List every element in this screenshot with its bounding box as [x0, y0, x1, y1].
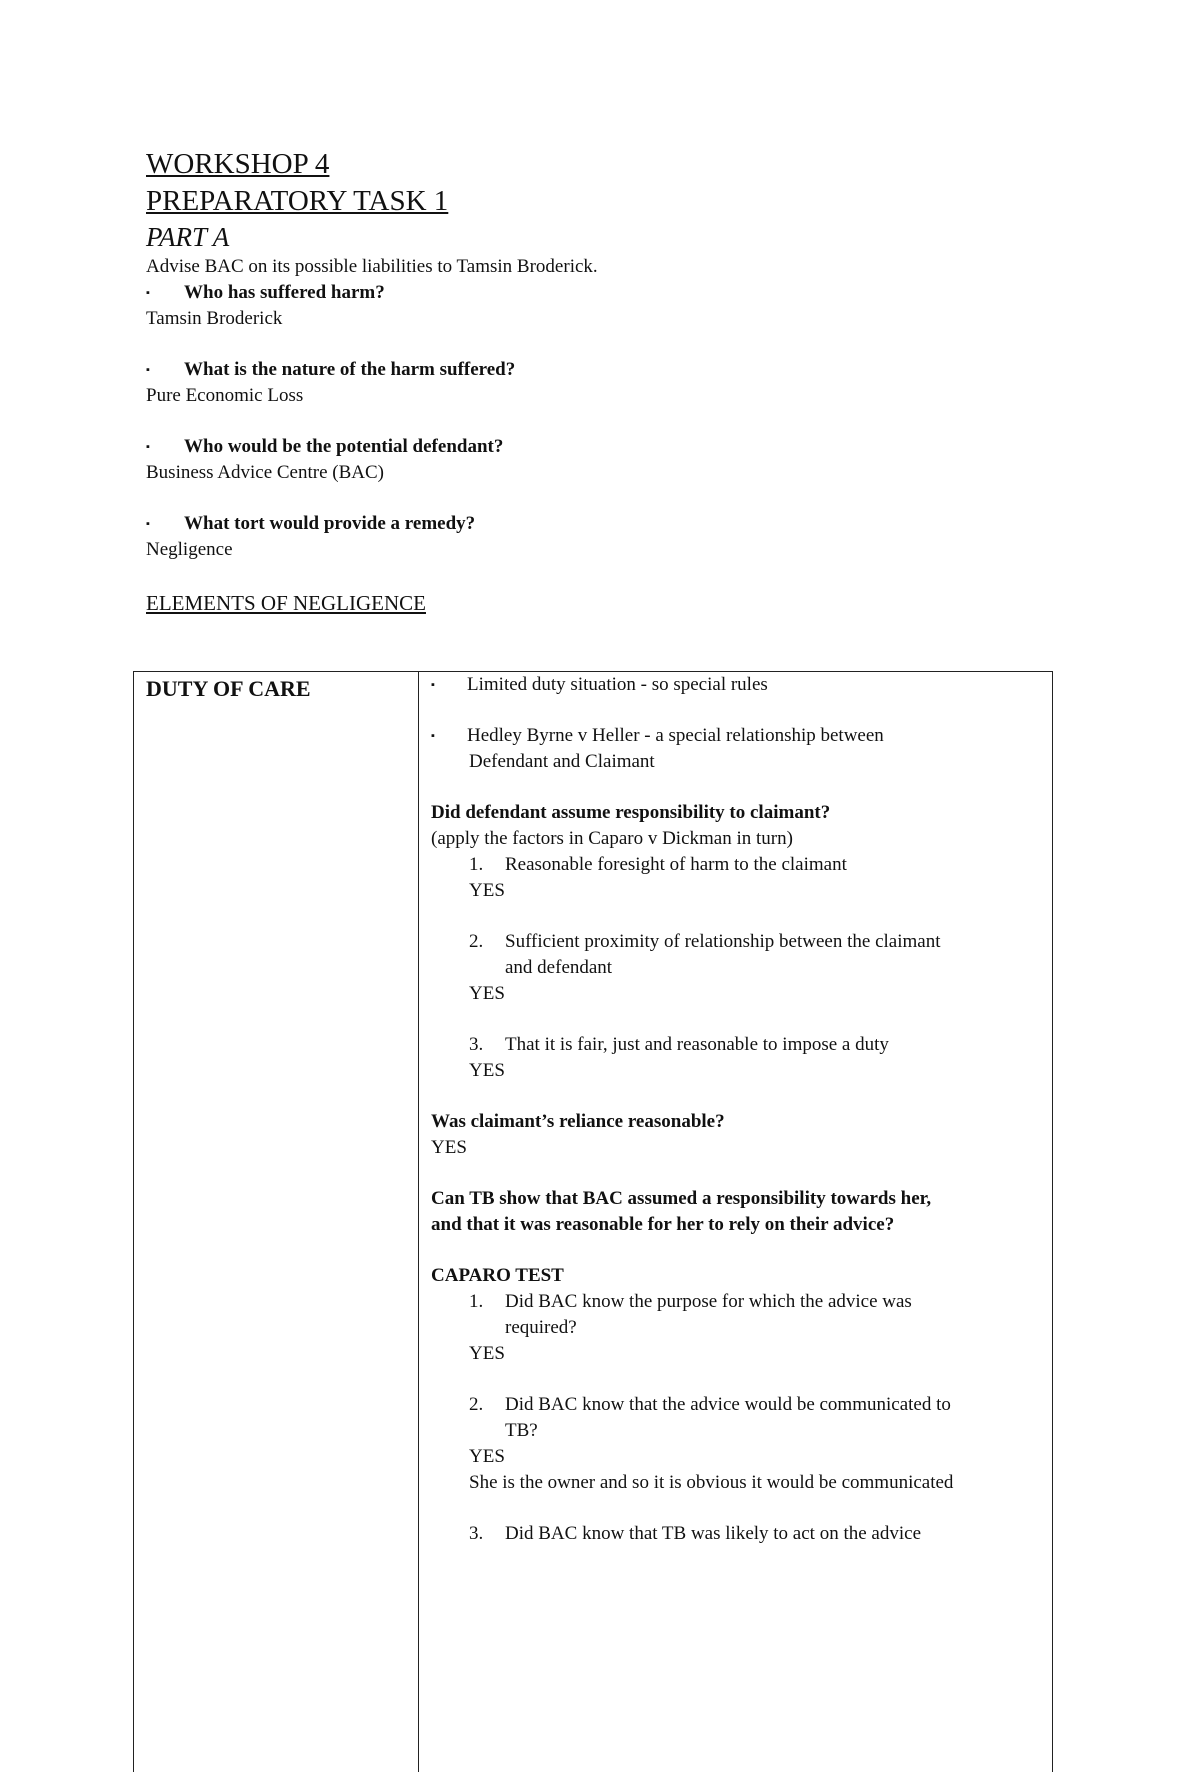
factor-item: 2. Sufficient proximity of relationship between the claimant	[469, 931, 941, 952]
assume-question: Did defendant assume responsibility to claimant?	[431, 802, 831, 823]
answer-text: Business Advice Centre (BAC)	[146, 462, 385, 483]
question-item: ▪ Who has suffered harm?	[146, 280, 1066, 306]
caparo-item: 1. Did BAC know the purpose for which the advice was	[469, 1291, 912, 1312]
part-heading: PART A	[146, 222, 230, 252]
question-item: ▪ Who would be the potential defendant?	[146, 434, 1066, 460]
answer-text: Tamsin Broderick	[146, 308, 283, 329]
factor-item: 3. That it is fair, just and reasonable to impose a duty	[469, 1034, 889, 1055]
factor-item: 1. Reasonable foresight of harm to the claimant	[469, 854, 847, 875]
factor-answer: YES	[469, 880, 505, 901]
bullet-icon: ▪	[431, 730, 435, 742]
caparo-item: 2. Did BAC know that the advice would be communicated to	[469, 1394, 951, 1415]
table-left-cell	[134, 672, 419, 1772]
bullet-icon: ▪	[146, 518, 150, 530]
negligence-table	[133, 671, 1053, 1772]
tb-question-line2: and that it was reasonable for her to rely on their advice?	[431, 1214, 895, 1235]
document-page	[146, 146, 1066, 617]
assume-note: (apply the factors in Caparo v Dickman in turn)	[431, 828, 793, 849]
caparo-answer: YES	[469, 1343, 505, 1364]
tb-question-line1: Can TB show that BAC assumed a responsibility towards her,	[431, 1188, 932, 1209]
factor-answer: YES	[469, 1060, 505, 1081]
duty-of-care-heading: DUTY OF CARE	[146, 676, 311, 701]
answer-text: Negligence	[146, 539, 233, 560]
elements-heading: ELEMENTS OF NEGLIGENCE	[146, 591, 426, 615]
question-item: ▪ What is the nature of the harm suffered?	[146, 357, 1066, 383]
list-item: ▪ Limited duty situation - so special rules	[431, 672, 1042, 698]
factor-answer: YES	[469, 983, 505, 1004]
task-title: PREPARATORY TASK 1	[146, 185, 449, 217]
bullet-icon: ▪	[146, 441, 150, 453]
question-item: ▪ What tort would provide a remedy?	[146, 511, 1066, 537]
caparo-item: 3. Did BAC know that TB was likely to act on the advice	[469, 1523, 921, 1544]
caparo-answer: YES	[469, 1446, 505, 1467]
reliance-question: Was claimant’s reliance reasonable?	[431, 1111, 725, 1132]
table-right-cell	[419, 672, 1052, 1772]
task-prompt: Advise BAC on its possible liabilities to Tamsin Broderick.	[146, 256, 598, 277]
caparo-heading: CAPARO TEST	[431, 1265, 564, 1286]
factor-continuation: and defendant	[505, 957, 613, 978]
caparo-note: She is the owner and so it is obvious it would be communicated	[469, 1472, 954, 1493]
list-item: ▪ Hedley Byrne v Heller - a special relationship between	[431, 723, 1042, 749]
bullet-icon: ▪	[146, 287, 150, 299]
bullet-icon: ▪	[146, 364, 150, 376]
bullet-icon: ▪	[431, 679, 435, 691]
list-item-continuation: Defendant and Claimant	[469, 751, 655, 772]
workshop-title: WORKSHOP 4	[146, 148, 330, 180]
reliance-answer: YES	[431, 1137, 467, 1158]
caparo-continuation: required?	[505, 1317, 577, 1338]
answer-text: Pure Economic Loss	[146, 385, 304, 406]
caparo-continuation: TB?	[505, 1420, 538, 1441]
